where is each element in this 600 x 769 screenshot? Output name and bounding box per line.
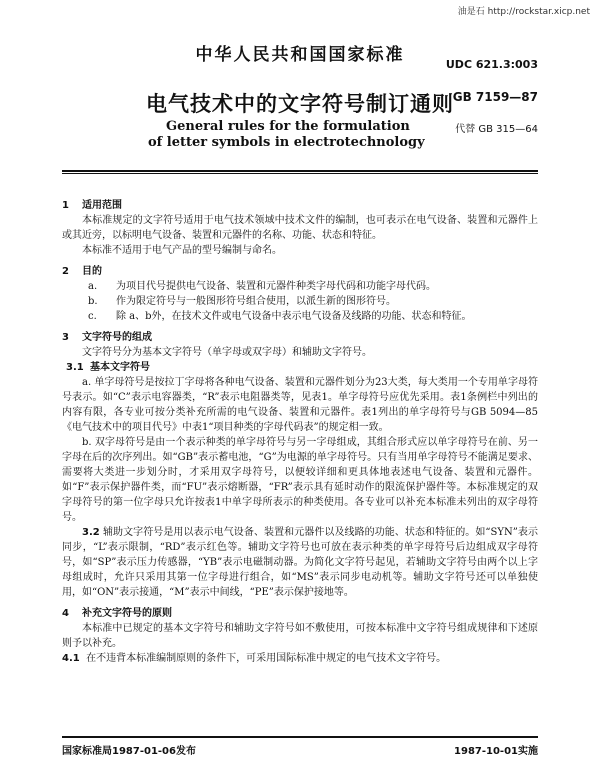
section-2-heading: 2 目的 (62, 266, 102, 277)
section-2-item-b: b. 作为限定符号与一般图形符号组合使用，以派生新的图形符号。 (88, 296, 396, 307)
section-1-paragraph: 本标准规定的文字符号适用于电气技术领域中技术文件的编制，也可表示在电气设备、装置和元器件上或其近旁，以标明电气设备、装置和元器件的名称、功能、状态和特征。 (62, 215, 538, 241)
main-title-cn: 电气技术中的文字符号制订通则 (146, 92, 454, 116)
section-4-paragraph: 本标准中已规定的基本文字符号和辅助文字符号如不敷使用，可按本标准中文字符号组成规律和下述原则予以补充。 (62, 623, 538, 649)
section-1-heading: 1 适用范围 (62, 200, 122, 211)
section-3-1-item-a: a. 单字母符号是按拉丁字母将各种电气设备、装置和元器件划分为23大类，每大类用一个专用单字母符号表示。如“C”表示电容器类，“R”表示电阻器类等，见表1。单字母符号应优先采用。表1条例栏中列出的内容有限，各专业可按分类补充所需的电气设备、装置和元器件。表1列出的单字母符号与GB 5094—85《电气技术中的项目代号》中表1“项目种类的字母代码表”的规定相一致。 (62, 377, 538, 433)
section-2-item-c: c. 除 a、b外，在技术文件或电气设备中表示电气设备及线路的功能、状态和特征。 (88, 311, 472, 322)
standard-org-title: 中华人民共和国国家标准 (195, 45, 405, 65)
section-4-1-paragraph: 4.1 在不违背本标准编制原则的条件下，可采用国际标准中规定的电气技术文字符号。 (62, 653, 447, 664)
title-en-line2: of letter symbols in electrotechnology (148, 135, 425, 150)
issue-date: 国家标准局1987-01-06发布 (62, 746, 196, 757)
watermark: 油是石 http://rockstar.xicp.net (457, 7, 590, 17)
section-3-2-paragraph: 3.2 辅助文字符号是用以表示电气设备、装置和元器件以及线路的功能、状态和特征的。如“SYN”表示同步，“L”表示限制，“RD”表示红色等。辅助文字符号也可放在表示种类的单字母符号后边组成双字母符号，如“SP”表示压力传感器，“YB”表示电磁制动器。为简化文字符号起见，若辅助文字符号由两个以上字母组成时，允许只采用其第一位字母进行组合，如“MS”表示同步电动机等。辅助文字符号还可以单独使用，如“ON”表示接通，“M”表示中间线，“PE”表示保护接地等。 (62, 527, 538, 598)
section-3-1-item-b: b. 双字母符号是由一个表示种类的单字母符号与另一字母组成，其组合形式应以单字母符号在前、另一字母在后的次序列出。如“GB”表示蓄电池，“G”为电源的单字母符号。只有当用单字母符号不能满足要求、需要将大类进一步划分时，才采用双字母符号，以便较详细和更具体地表述电气设备、装置和元器件。如“F”表示保护器件类，而“FU”表示熔断器，“FR”表示具有延时动作的限流保护器件等。本标准规定的双字母符号的第一位字母只允许按表1中单字母所表示的种类使用。各专业可以补充本标准未列出的双字母符号。 (62, 437, 539, 523)
header-divider (62, 170, 538, 172)
section-1-paragraph: 本标准不适用于电气产品的型号编制与命名。 (82, 245, 282, 256)
footer-divider (62, 736, 538, 738)
main-title-en (148, 119, 425, 151)
section-2-item-a: a. 为项目代号提供电气设备、装置和元器件种类字母代码和功能字母代码。 (88, 281, 436, 292)
section-3-heading: 3 文字符号的组成 (62, 332, 152, 343)
gb-code: GB 7159—87 (452, 90, 538, 104)
replaces-note: 代替 GB 315—64 (455, 124, 538, 135)
section-4-heading: 4 补充文字符号的原则 (62, 608, 172, 619)
section-3-intro: 文字符号分为基本文字符号（单字母或双字母）和辅助文字符号。 (82, 347, 372, 358)
header-divider-thin (62, 173, 538, 174)
section-3-1-heading: 3.1 基本文字符号 (66, 362, 150, 373)
effective-date: 1987-10-01实施 (454, 746, 538, 757)
document-body (62, 192, 538, 666)
title-en-line1: General rules for the formulation (166, 119, 410, 134)
udc-code: UDC 621.3:003 (445, 58, 538, 71)
